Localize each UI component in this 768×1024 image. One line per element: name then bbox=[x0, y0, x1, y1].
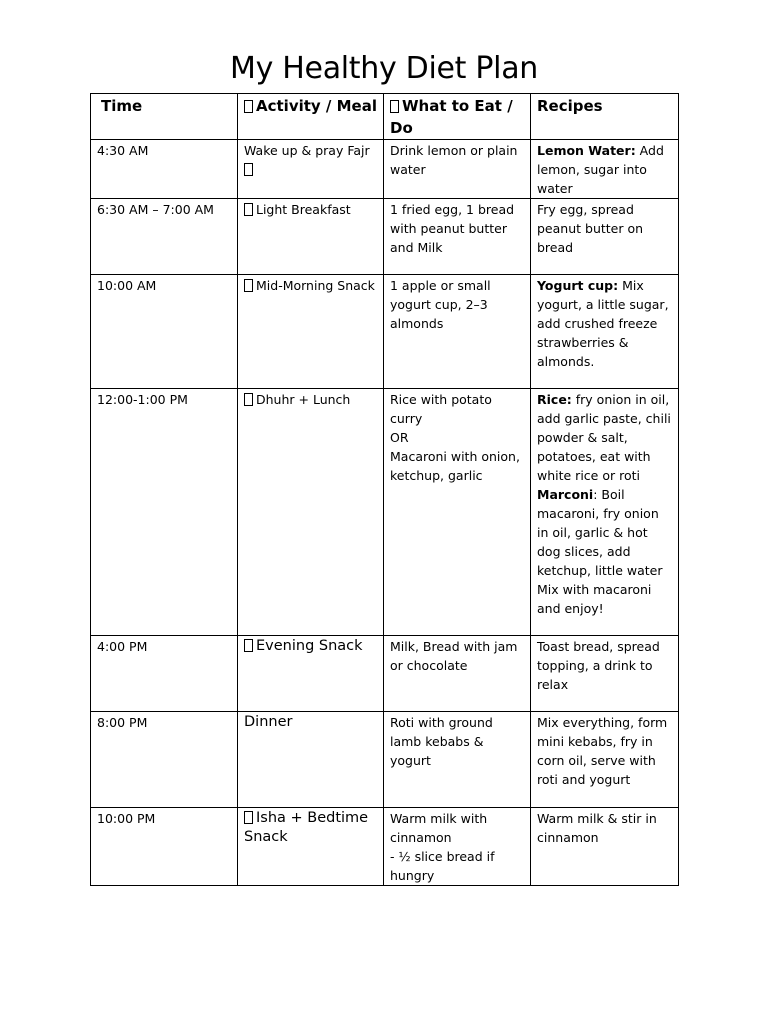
recipe-name: Marconi bbox=[537, 487, 594, 502]
time-cell: 10:00 PM bbox=[91, 808, 238, 886]
recipe-cell bbox=[531, 389, 679, 636]
recipe-rice bbox=[537, 390, 672, 485]
diet-plan-table bbox=[90, 93, 679, 886]
time-cell: 4:00 PM bbox=[91, 636, 238, 712]
missing-glyph-icon bbox=[244, 203, 253, 216]
recipe-macaroni bbox=[537, 485, 672, 618]
activity-cell bbox=[238, 140, 384, 199]
time-cell: 8:00 PM bbox=[91, 712, 238, 808]
activity-label: Evening Snack bbox=[256, 638, 363, 654]
eat-line: - ½ slice bread if hungry bbox=[390, 849, 495, 883]
activity-label: Wake up & pray Fajr bbox=[244, 143, 370, 158]
header-what-to-eat-label: What to Eat / Do bbox=[390, 97, 513, 137]
recipe-text: fry onion in oil, add garlic paste, chili powder & salt, potatoes, eat with white rice or roti bbox=[537, 392, 671, 483]
table-header-row bbox=[91, 94, 679, 140]
header-recipes: Recipes bbox=[531, 94, 679, 140]
time-cell: 10:00 AM bbox=[91, 275, 238, 389]
missing-glyph-icon bbox=[244, 279, 253, 292]
table-row bbox=[91, 808, 679, 886]
recipe-name: Rice: bbox=[537, 392, 572, 407]
recipe-text: Mix yogurt, a little sugar, add crushed freeze strawberries & almonds. bbox=[537, 278, 669, 369]
table-row bbox=[91, 712, 679, 808]
table-row bbox=[91, 140, 679, 199]
missing-glyph-icon bbox=[244, 393, 253, 406]
time-cell: 12:00-1:00 PM bbox=[91, 389, 238, 636]
recipe-cell: Mix everything, form mini kebabs, fry in corn oil, serve with roti and yogurt bbox=[531, 712, 679, 808]
recipe-cell: Toast bread, spread topping, a drink to relax bbox=[531, 636, 679, 712]
activity-cell bbox=[238, 636, 384, 712]
recipe-name: Yogurt cup: bbox=[537, 278, 619, 293]
what-to-eat-cell: 1 apple or small yogurt cup, 2–3 almonds bbox=[384, 275, 531, 389]
missing-glyph-icon bbox=[244, 811, 253, 824]
eat-option-macaroni: Macaroni with onion, ketchup, garlic bbox=[390, 449, 520, 483]
missing-glyph-icon bbox=[244, 163, 253, 176]
recipe-text: Add lemon, sugar into water bbox=[537, 143, 664, 196]
activity-cell bbox=[238, 199, 384, 275]
header-activity bbox=[238, 94, 384, 140]
what-to-eat-cell: Drink lemon or plain water bbox=[384, 140, 531, 199]
table-row bbox=[91, 389, 679, 636]
recipe-cell: Warm milk & stir in cinnamon bbox=[531, 808, 679, 886]
eat-option-rice: Rice with potato curry bbox=[390, 392, 492, 426]
recipe-cell bbox=[531, 140, 679, 199]
missing-glyph-icon bbox=[244, 100, 253, 113]
activity-cell bbox=[238, 389, 384, 636]
what-to-eat-cell: 1 fried egg, 1 bread with peanut butter and Milk bbox=[384, 199, 531, 275]
time-cell: 4:30 AM bbox=[91, 140, 238, 199]
activity-label: Dhuhr + Lunch bbox=[256, 392, 351, 407]
what-to-eat-cell: Roti with ground lamb kebabs & yogurt bbox=[384, 712, 531, 808]
table-row bbox=[91, 275, 679, 389]
activity-cell bbox=[238, 808, 384, 886]
header-time: Time bbox=[91, 94, 238, 140]
table-row bbox=[91, 199, 679, 275]
recipe-cell bbox=[531, 275, 679, 389]
header-activity-label: Activity / Meal bbox=[256, 97, 377, 115]
activity-cell: Dinner bbox=[238, 712, 384, 808]
activity-label: Mid-Morning Snack bbox=[256, 278, 375, 293]
header-what-to-eat bbox=[384, 94, 531, 140]
recipe-text: : Boil macaroni, fry onion in oil, garlic & hot dog slices, add ketchup, little water Mix with macaroni and enjoy! bbox=[537, 487, 663, 616]
table-row bbox=[91, 636, 679, 712]
time-cell: 6:30 AM – 7:00 AM bbox=[91, 199, 238, 275]
page-title: My Healthy Diet Plan bbox=[230, 51, 538, 86]
missing-glyph-icon bbox=[244, 639, 253, 652]
activity-label: Light Breakfast bbox=[256, 202, 351, 217]
what-to-eat-cell: Milk, Bread with jam or chocolate bbox=[384, 636, 531, 712]
what-to-eat-cell bbox=[384, 808, 531, 886]
activity-cell bbox=[238, 275, 384, 389]
activity-label: Isha + Bedtime Snack bbox=[244, 810, 369, 845]
missing-glyph-icon bbox=[390, 100, 399, 113]
what-to-eat-cell bbox=[384, 389, 531, 636]
eat-option-or: OR bbox=[390, 430, 409, 445]
recipe-cell: Fry egg, spread peanut butter on bread bbox=[531, 199, 679, 275]
recipe-name: Lemon Water: bbox=[537, 143, 636, 158]
eat-line: Warm milk with cinnamon bbox=[390, 811, 488, 845]
